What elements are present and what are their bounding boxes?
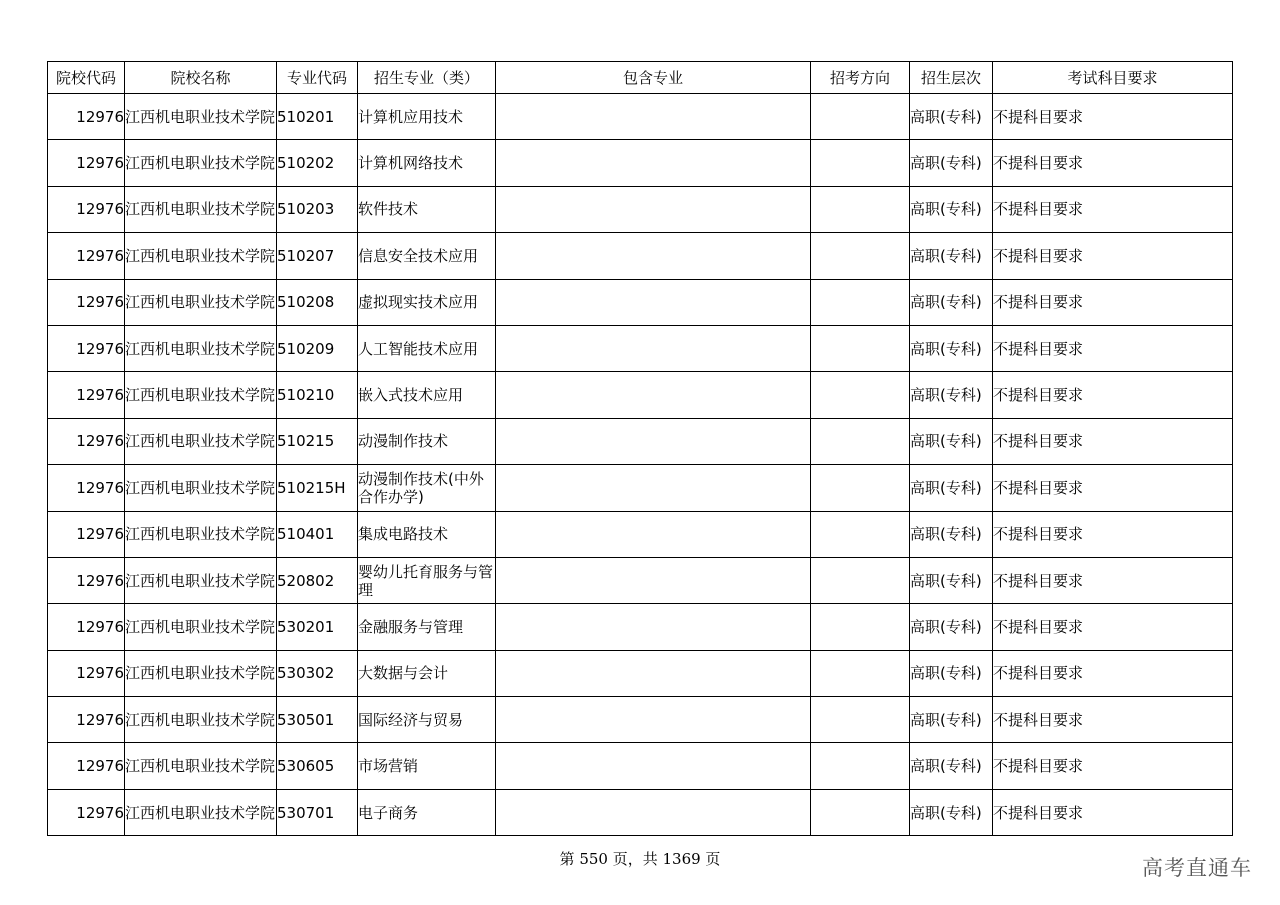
table-row	[48, 743, 1233, 789]
cell-included-majors	[496, 650, 811, 696]
cell-major: 动漫制作技术	[358, 418, 496, 464]
cell-school-code: 12976	[48, 372, 125, 418]
cell-major: 计算机应用技术	[358, 94, 496, 140]
cell-major-code: 530201	[277, 604, 358, 650]
cell-major-code: 530701	[277, 789, 358, 835]
cell-level: 高职(专科)	[910, 789, 993, 835]
cell-school-code: 12976	[48, 233, 125, 279]
cell-school-code: 12976	[48, 743, 125, 789]
table-row	[48, 789, 1233, 835]
header-major-code: 专业代码	[277, 62, 358, 94]
header-included-majors: 包含专业	[496, 62, 811, 94]
cell-requirement: 不提科目要求	[993, 604, 1233, 650]
cell-major-code: 530501	[277, 697, 358, 743]
cell-major: 动漫制作技术(中外合作办学)	[358, 465, 496, 511]
table-row	[48, 186, 1233, 232]
cell-level: 高职(专科)	[910, 743, 993, 789]
cell-school-name: 江西机电职业技术学院	[125, 650, 277, 696]
cell-school-code: 12976	[48, 186, 125, 232]
cell-included-majors	[496, 557, 811, 603]
cell-level: 高职(专科)	[910, 418, 993, 464]
cell-school-name: 江西机电职业技术学院	[125, 604, 277, 650]
cell-direction	[811, 418, 910, 464]
cell-included-majors	[496, 279, 811, 325]
cell-school-code: 12976	[48, 94, 125, 140]
header-major: 招生专业（类）	[358, 62, 496, 94]
cell-requirement: 不提科目要求	[993, 789, 1233, 835]
cell-major: 嵌入式技术应用	[358, 372, 496, 418]
cell-school-name: 江西机电职业技术学院	[125, 233, 277, 279]
cell-school-name: 江西机电职业技术学院	[125, 372, 277, 418]
cell-school-name: 江西机电职业技术学院	[125, 743, 277, 789]
cell-level: 高职(专科)	[910, 650, 993, 696]
cell-level: 高职(专科)	[910, 604, 993, 650]
cell-school-code: 12976	[48, 697, 125, 743]
cell-direction	[811, 789, 910, 835]
cell-included-majors	[496, 325, 811, 371]
cell-major-code: 510210	[277, 372, 358, 418]
cell-level: 高职(专科)	[910, 557, 993, 603]
cell-major: 信息安全技术应用	[358, 233, 496, 279]
cell-requirement: 不提科目要求	[993, 233, 1233, 279]
cell-included-majors	[496, 233, 811, 279]
cell-level: 高职(专科)	[910, 372, 993, 418]
cell-included-majors	[496, 94, 811, 140]
table-row	[48, 557, 1233, 603]
cell-included-majors	[496, 418, 811, 464]
cell-major-code: 510209	[277, 325, 358, 371]
cell-major-code: 510215	[277, 418, 358, 464]
cell-school-name: 江西机电职业技术学院	[125, 94, 277, 140]
cell-included-majors	[496, 743, 811, 789]
cell-direction	[811, 604, 910, 650]
cell-level: 高职(专科)	[910, 186, 993, 232]
cell-direction	[811, 465, 910, 511]
cell-school-code: 12976	[48, 789, 125, 835]
cell-included-majors	[496, 697, 811, 743]
cell-school-code: 12976	[48, 465, 125, 511]
cell-requirement: 不提科目要求	[993, 279, 1233, 325]
table-row	[48, 279, 1233, 325]
cell-school-name: 江西机电职业技术学院	[125, 140, 277, 186]
cell-school-name: 江西机电职业技术学院	[125, 279, 277, 325]
cell-direction	[811, 186, 910, 232]
cell-major: 电子商务	[358, 789, 496, 835]
cell-direction	[811, 697, 910, 743]
cell-level: 高职(专科)	[910, 233, 993, 279]
cell-requirement: 不提科目要求	[993, 372, 1233, 418]
cell-school-name: 江西机电职业技术学院	[125, 557, 277, 603]
cell-level: 高职(专科)	[910, 325, 993, 371]
cell-school-name: 江西机电职业技术学院	[125, 186, 277, 232]
cell-school-name: 江西机电职业技术学院	[125, 465, 277, 511]
cell-included-majors	[496, 789, 811, 835]
cell-requirement: 不提科目要求	[993, 697, 1233, 743]
cell-major: 软件技术	[358, 186, 496, 232]
cell-major: 金融服务与管理	[358, 604, 496, 650]
page-footer: 第 550 页，共 1369 页	[559, 850, 721, 868]
cell-requirement: 不提科目要求	[993, 557, 1233, 603]
cell-direction	[811, 140, 910, 186]
cell-level: 高职(专科)	[910, 697, 993, 743]
header-school-code: 院校代码	[48, 62, 125, 94]
table-row	[48, 94, 1233, 140]
cell-direction	[811, 372, 910, 418]
cell-school-code: 12976	[48, 557, 125, 603]
table-row	[48, 604, 1233, 650]
cell-direction	[811, 325, 910, 371]
admission-table	[47, 61, 1233, 836]
cell-school-code: 12976	[48, 140, 125, 186]
cell-school-code: 12976	[48, 511, 125, 557]
cell-major-code: 510401	[277, 511, 358, 557]
cell-school-name: 江西机电职业技术学院	[125, 418, 277, 464]
table-row	[48, 697, 1233, 743]
cell-direction	[811, 650, 910, 696]
cell-major-code: 510202	[277, 140, 358, 186]
cell-included-majors	[496, 372, 811, 418]
cell-direction	[811, 743, 910, 789]
cell-level: 高职(专科)	[910, 94, 993, 140]
table-row	[48, 650, 1233, 696]
cell-school-name: 江西机电职业技术学院	[125, 325, 277, 371]
cell-school-code: 12976	[48, 325, 125, 371]
cell-major-code: 510207	[277, 233, 358, 279]
header-school-name: 院校名称	[125, 62, 277, 94]
cell-school-code: 12976	[48, 418, 125, 464]
cell-school-code: 12976	[48, 604, 125, 650]
header-direction: 招考方向	[811, 62, 910, 94]
cell-major: 计算机网络技术	[358, 140, 496, 186]
cell-requirement: 不提科目要求	[993, 650, 1233, 696]
cell-included-majors	[496, 186, 811, 232]
cell-major: 虚拟现实技术应用	[358, 279, 496, 325]
cell-school-code: 12976	[48, 650, 125, 696]
cell-direction	[811, 233, 910, 279]
cell-direction	[811, 557, 910, 603]
cell-included-majors	[496, 465, 811, 511]
cell-included-majors	[496, 140, 811, 186]
table-row	[48, 465, 1233, 511]
cell-level: 高职(专科)	[910, 140, 993, 186]
cell-requirement: 不提科目要求	[993, 465, 1233, 511]
cell-direction	[811, 511, 910, 557]
cell-level: 高职(专科)	[910, 279, 993, 325]
table-row	[48, 325, 1233, 371]
table-row	[48, 372, 1233, 418]
cell-school-name: 江西机电职业技术学院	[125, 697, 277, 743]
cell-major: 市场营销	[358, 743, 496, 789]
cell-major-code: 510203	[277, 186, 358, 232]
cell-major: 集成电路技术	[358, 511, 496, 557]
cell-school-code: 12976	[48, 279, 125, 325]
cell-requirement: 不提科目要求	[993, 325, 1233, 371]
cell-requirement: 不提科目要求	[993, 140, 1233, 186]
header-requirement: 考试科目要求	[993, 62, 1233, 94]
cell-requirement: 不提科目要求	[993, 418, 1233, 464]
table-row	[48, 418, 1233, 464]
table-row	[48, 233, 1233, 279]
cell-direction	[811, 279, 910, 325]
cell-major-code: 510208	[277, 279, 358, 325]
table-row	[48, 511, 1233, 557]
cell-school-name: 江西机电职业技术学院	[125, 789, 277, 835]
cell-major-code: 530302	[277, 650, 358, 696]
cell-major-code: 530605	[277, 743, 358, 789]
header-row	[48, 62, 1233, 94]
cell-major: 国际经济与贸易	[358, 697, 496, 743]
cell-requirement: 不提科目要求	[993, 94, 1233, 140]
table-row	[48, 140, 1233, 186]
cell-major: 人工智能技术应用	[358, 325, 496, 371]
cell-major-code: 510215H	[277, 465, 358, 511]
cell-major: 婴幼儿托育服务与管理	[358, 557, 496, 603]
cell-major: 大数据与会计	[358, 650, 496, 696]
cell-level: 高职(专科)	[910, 511, 993, 557]
header-level: 招生层次	[910, 62, 993, 94]
cell-included-majors	[496, 511, 811, 557]
cell-requirement: 不提科目要求	[993, 743, 1233, 789]
cell-major-code: 510201	[277, 94, 358, 140]
cell-direction	[811, 94, 910, 140]
cell-requirement: 不提科目要求	[993, 511, 1233, 557]
cell-included-majors	[496, 604, 811, 650]
cell-school-name: 江西机电职业技术学院	[125, 511, 277, 557]
cell-requirement: 不提科目要求	[993, 186, 1233, 232]
watermark: 高考直通车	[1142, 856, 1252, 880]
cell-level: 高职(专科)	[910, 465, 993, 511]
cell-major-code: 520802	[277, 557, 358, 603]
